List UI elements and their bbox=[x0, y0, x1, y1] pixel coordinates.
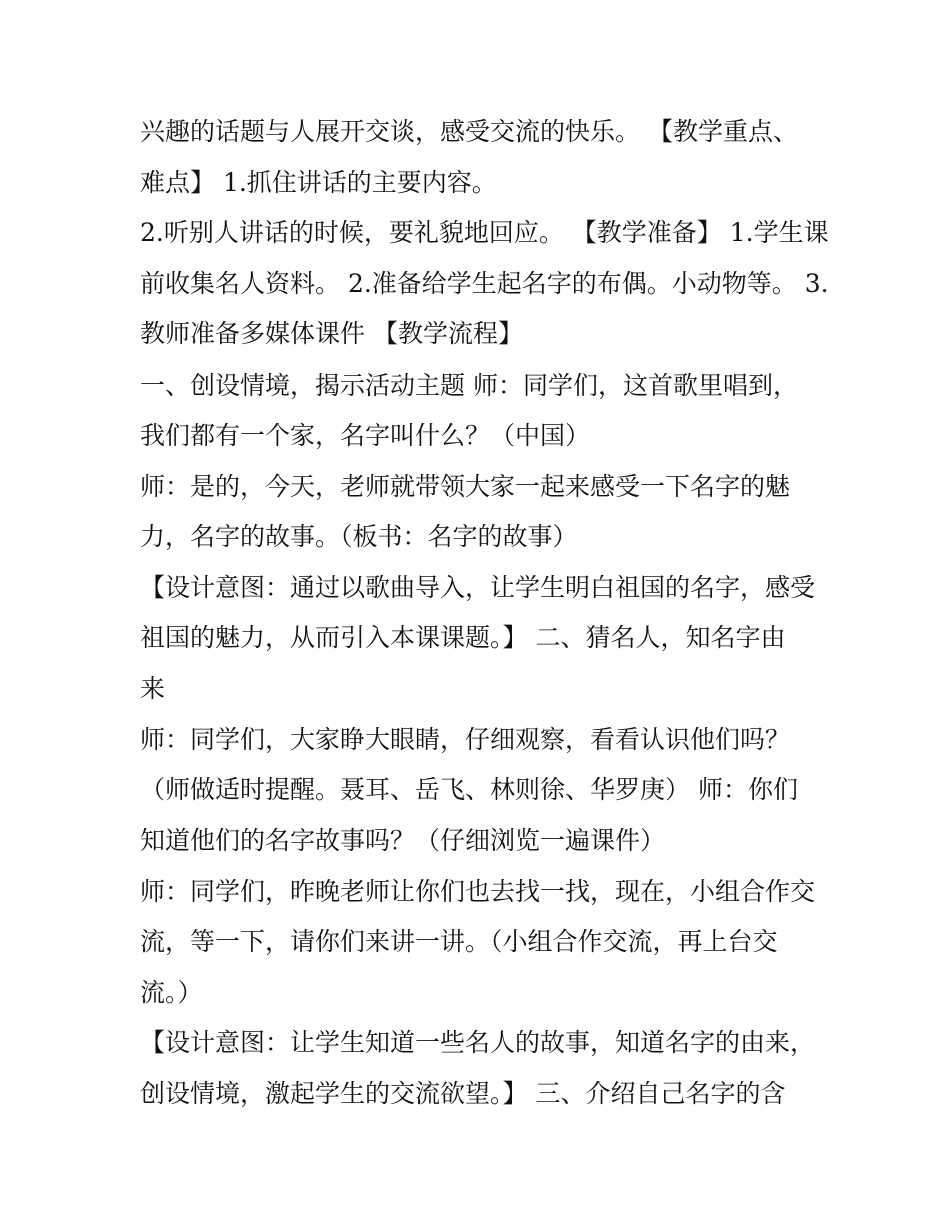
text-line: 知道他们的名字故事吗？（仔细浏览一遍课件） bbox=[140, 826, 666, 855]
text-line: 创设情境，激起学生的交流欲望。】 三、介绍自己名字的含 bbox=[140, 1079, 786, 1108]
text-line: 【设计意图：让学生知道一些名人的故事，知道名字的由来， bbox=[140, 1028, 816, 1057]
text-line: 【设计意图：通过以歌曲导入，让学生明白祖国的名字，感受 bbox=[140, 573, 816, 602]
text-line: 师：同学们，昨晚老师让你们也去找一找，现在，小组合作交 bbox=[140, 877, 816, 906]
text-line: 兴趣的话题与人展开交谈，感受交流的快乐。 【教学重点、 bbox=[140, 117, 798, 146]
text-line: 流，等一下，请你们来讲一讲。（小组合作交流，再上台交 bbox=[140, 927, 778, 956]
text-line: 2.听别人讲话的时候，要礼貌地回应。 【教学准备】 1.学生课 bbox=[140, 218, 829, 247]
text-line: 祖国的魅力，从而引入本课课题。】 二、猜名人，知名字由 bbox=[140, 623, 786, 652]
text-line: 难点】 1.抓住讲话的主要内容。 bbox=[140, 168, 497, 197]
text-line: （师做适时提醒。聂耳、岳飞、林则徐、华罗庚） 师：你们 bbox=[140, 775, 798, 804]
text-line: 流。） bbox=[140, 978, 203, 1007]
text-line: 师：同学们，大家睁大眼睛，仔细观察，看看认识他们吗？ bbox=[140, 725, 791, 754]
text-line: 教师准备多媒体课件 【教学流程】 bbox=[140, 319, 523, 348]
text-line: 前收集名人资料。 2.准备给学生起名字的布偶。小动物等。 3. bbox=[140, 269, 829, 298]
text-line: 我们都有一个家，名字叫什么？（中国） bbox=[140, 421, 591, 450]
text-line: 来 bbox=[140, 674, 166, 703]
text-line: 一、创设情境，揭示活动主题 师：同学们，这首歌里唱到， bbox=[140, 371, 798, 400]
text-line: 师：是的，今天，老师就带领大家一起来感受一下名字的魅 bbox=[140, 472, 791, 501]
text-line: 力，名字的故事。（板书：名字的故事） bbox=[140, 522, 578, 551]
